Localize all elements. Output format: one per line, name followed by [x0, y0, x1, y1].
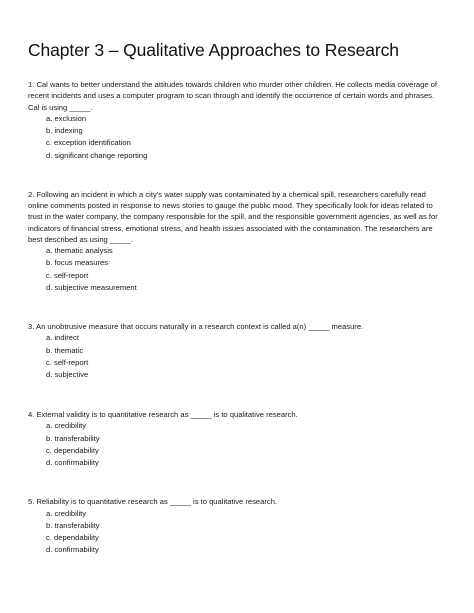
document-title: Chapter 3 – Qualitative Approaches to Research — [28, 40, 399, 60]
question-text: 3. An unobtrusive measure that occurs naturally in a research context is called a(n) _____ measure. — [28, 322, 364, 331]
question-text: 4. External validity is to quantitative research as _____ is to qualitative research. — [28, 410, 298, 420]
question-text: 5. Reliability is to quantitative research as _____ is to qualitative research. — [28, 497, 278, 507]
answer-option: c. self-report — [46, 357, 89, 367]
question-text: 1. Cal wants to better understand the attitudes towards children who murder other children. He collects media coverage of recent incidents and uses a computer program to scan through and identify the occurrence of certain words and phrases. Cal is using _____. — [28, 80, 438, 112]
answer-option: b. focus measures — [46, 258, 109, 268]
answer-options — [28, 113, 446, 162]
answer-option: c. exception identification — [46, 138, 131, 148]
answer-option: d. confirmability — [46, 545, 99, 555]
answer-option: a. exclusion — [46, 113, 87, 123]
answer-option: b. transferability — [46, 520, 100, 530]
answer-options — [28, 245, 446, 294]
answer-option: a. thematic analysis — [46, 246, 113, 256]
answer-option: a. credibility — [46, 508, 87, 518]
answer-option: c. dependability — [46, 532, 99, 542]
answer-option: c. self-report — [46, 270, 89, 280]
answer-option: b. thematic — [46, 345, 84, 355]
answer-option: d. significant change reporting — [46, 150, 148, 160]
question-1 — [28, 79, 446, 162]
question-2 — [28, 189, 446, 294]
answer-option: a. indirect — [46, 333, 79, 343]
question-5 — [28, 496, 446, 556]
answer-options — [28, 508, 446, 557]
answer-option: c. dependability — [46, 445, 99, 455]
answer-option: b. transferability — [46, 433, 100, 443]
answer-option: d. subjective — [46, 369, 89, 379]
question-text: 2. Following an incident in which a city’s water supply was contaminated by a chemical spill, researchers carefully read online comments posted in response to news stories to gauge the public mood. They specifically look for ideas related to trust in the water company, the company responsible for the spill, and the responsible government agencies, as well as for indicators of financial stress, emotional stress, and health issues associated with the contamination. The researchers are best described as using _____. — [28, 189, 438, 244]
answer-option: b. indexing — [46, 126, 83, 136]
answer-option: d. subjective measurement — [46, 282, 137, 292]
question-3 — [28, 321, 446, 381]
answer-options — [28, 420, 446, 469]
answer-option: d. confirmability — [46, 458, 99, 468]
answer-option: a. credibility — [46, 421, 87, 431]
question-4 — [28, 409, 446, 469]
answer-options — [28, 332, 446, 381]
